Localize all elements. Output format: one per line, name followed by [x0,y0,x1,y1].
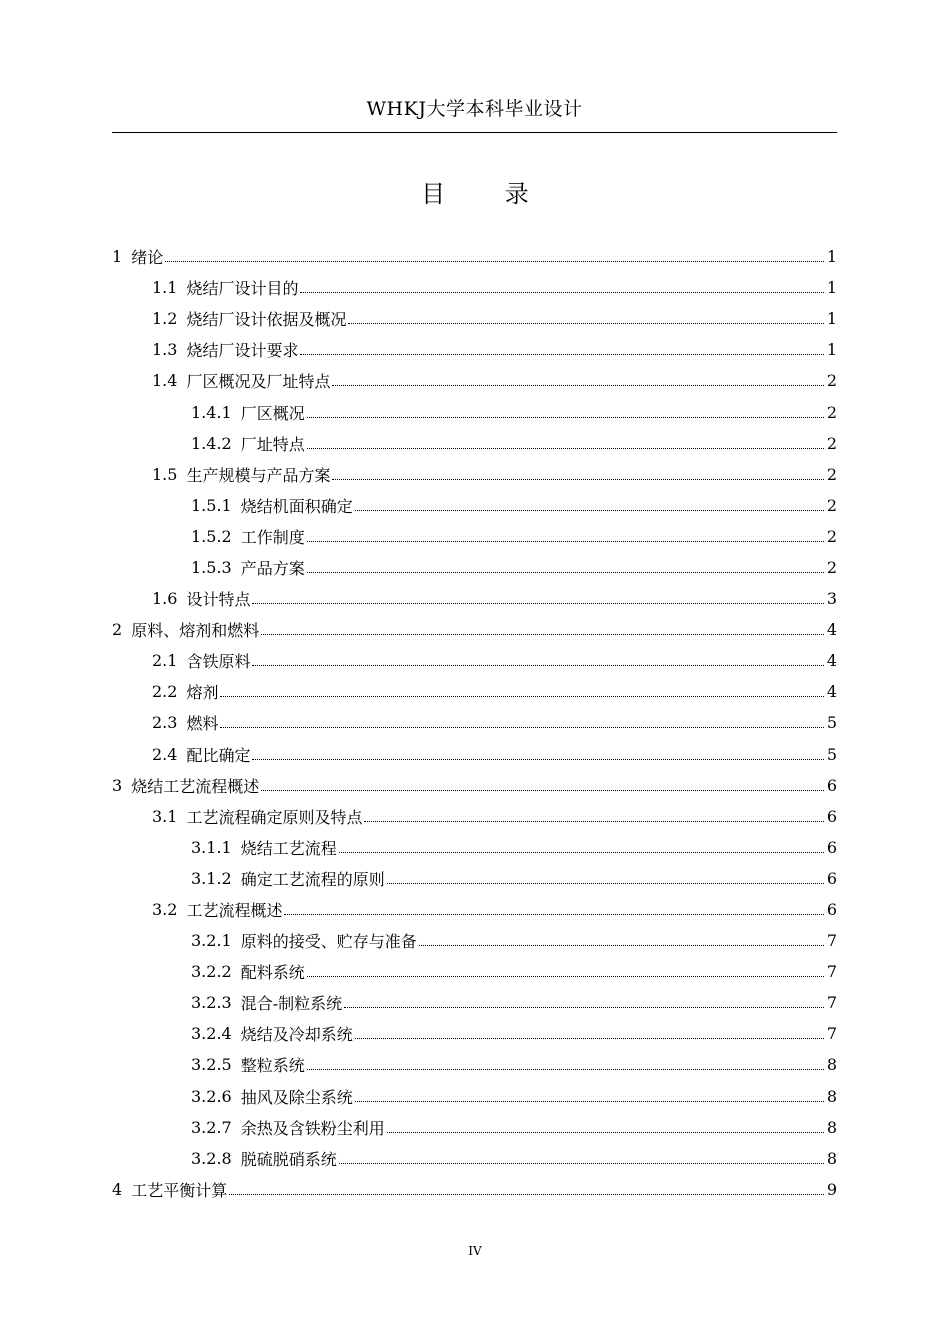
toc-dot-leader [387,1132,824,1133]
toc-entry-title: 生产规模与产品方案 [186,465,331,485]
toc-entry-title: 绪论 [131,248,164,268]
toc-entry-number: 2.3 [152,713,178,733]
toc-entry-page: 2 [826,371,837,391]
toc-entry-page: 6 [826,806,837,826]
toc-entry-page: 2 [826,433,837,453]
toc-entry-page: 8 [826,1148,837,1168]
toc-entry-page: 6 [826,868,837,888]
toc-entry[interactable] [112,552,837,583]
toc-dot-leader [355,1038,824,1039]
toc-entry-page: 4 [826,651,837,671]
toc-entry-number: 2 [112,620,123,640]
toc-entry-title: 烧结及冷却系统 [240,1025,353,1045]
toc-entry-number: 3.1.2 [191,868,232,888]
toc-entry-page: 3 [826,589,837,609]
toc-dot-leader [364,821,823,822]
toc-entry[interactable] [112,272,837,303]
toc-dot-leader [300,354,823,355]
toc-title: 目 录 [421,180,555,208]
toc-entry-page: 8 [826,1117,837,1137]
toc-entry-number: 1.4 [152,371,178,391]
toc-dot-leader [344,1007,824,1008]
toc-entry-title: 厂区概况 [240,403,305,423]
toc-entry-title: 熔剂 [186,683,219,703]
toc-entry[interactable] [112,614,837,645]
toc-entry-number: 3.2.6 [191,1086,232,1106]
toc-dot-leader [419,945,824,946]
toc-entry[interactable] [112,365,837,396]
toc-entry-title: 烧结厂设计要求 [186,341,299,361]
toc-dot-leader [355,510,824,511]
toc-entry[interactable] [112,1081,837,1112]
toc-entry-number: 3.2.8 [191,1148,232,1168]
toc-entry-title: 配料系统 [240,963,305,983]
toc-entry-number: 3.2.4 [191,1024,232,1044]
toc-entry-title: 厂区概况及厂址特点 [186,372,331,392]
toc-entry-number: 1.4.2 [191,433,232,453]
toc-dot-leader [332,385,823,386]
toc-entry-number: 1.5.3 [191,557,232,577]
toc-entry-page: 7 [826,993,837,1013]
toc-entry-title: 原料、熔剂和燃料 [131,621,260,641]
toc-dot-leader [252,603,823,604]
toc-dot-leader [165,261,824,262]
toc-entry[interactable] [112,956,837,987]
toc-entry[interactable] [112,1018,837,1049]
toc-entry[interactable] [112,334,837,365]
toc-entry-number: 1.3 [152,340,178,360]
toc-entry[interactable] [112,241,837,272]
toc-dot-leader [339,852,824,853]
toc-entry-number: 1.5.2 [191,526,232,546]
toc-dot-leader [229,1194,824,1195]
toc-entry-title: 整粒系统 [240,1056,305,1076]
toc-dot-leader [252,665,823,666]
toc-entry-page: 1 [826,247,837,267]
toc-dot-leader [339,1163,824,1164]
toc-entry[interactable] [112,894,837,925]
toc-entry-number: 2.4 [152,744,178,764]
toc-entry-page: 1 [826,309,837,329]
toc-entry[interactable] [112,428,837,459]
toc-entry[interactable] [112,770,837,801]
toc-entry-page: 4 [826,620,837,640]
toc-entry-page: 5 [826,744,837,764]
toc-entry-title: 燃料 [186,714,219,734]
toc-dot-leader [348,323,823,324]
toc-entry-number: 1.1 [152,278,178,298]
toc-entry-number: 1.5 [152,464,178,484]
toc-entry[interactable] [112,1049,837,1080]
toc-dot-leader [220,696,823,697]
toc-entry-title: 原料的接受、贮存与准备 [240,932,417,952]
toc-entry-number: 3.2.7 [191,1117,232,1137]
toc-entry-number: 2.1 [152,651,178,671]
toc-entry-title: 烧结厂设计依据及概况 [186,310,347,330]
toc-entry-number: 3.2.2 [191,962,232,982]
toc-entry-number: 2.2 [152,682,178,702]
toc-entry-number: 1.2 [152,309,178,329]
toc-dot-leader [307,448,824,449]
toc-entry-number: 3.2.3 [191,993,232,1013]
toc-entry[interactable] [112,459,837,490]
toc-entry-number: 3.2 [152,900,178,920]
toc-entry[interactable] [112,583,837,614]
toc-entry-title: 烧结厂设计目的 [186,279,299,299]
header-divider [112,132,837,133]
toc-entry[interactable] [112,1112,837,1143]
toc-entry[interactable] [112,396,837,427]
toc-entry-title: 产品方案 [240,558,305,578]
toc-entry-title: 余热及含铁粉尘利用 [240,1118,385,1138]
page-header: WHKJ大学本科毕业设计 [366,98,583,120]
toc-entry-page: 2 [826,464,837,484]
toc-entry-title: 脱硫脱硝系统 [240,1149,337,1169]
toc-entry[interactable] [112,925,837,956]
toc-entry-title: 设计特点 [186,590,251,610]
toc-entry-page: 9 [826,1179,837,1199]
toc-entry[interactable] [112,303,837,334]
toc-entry-page: 2 [826,557,837,577]
toc-dot-leader [261,634,824,635]
toc-entry-page: 5 [826,713,837,733]
toc-entry-number: 3.1.1 [191,837,232,857]
toc-entry-page: 8 [826,1086,837,1106]
toc-entry-title: 工艺流程确定原则及特点 [186,807,363,827]
toc-entry-page: 2 [826,526,837,546]
toc-entry-page: 7 [826,1024,837,1044]
toc-entry-title: 工艺平衡计算 [131,1180,228,1200]
toc-entry-page: 2 [826,402,837,422]
toc-dot-leader [332,479,823,480]
toc-entry-page: 1 [826,340,837,360]
toc-entry[interactable] [112,801,837,832]
toc-entry-number: 3 [112,775,123,795]
toc-entry-number: 3.1 [152,806,178,826]
toc-dot-leader [252,759,823,760]
toc-entry-page: 8 [826,1055,837,1075]
page-number: IV [468,1244,482,1258]
toc-entry-number: 3.2.1 [191,931,232,951]
toc-dot-leader [307,976,824,977]
toc-entry-title: 厂址特点 [240,434,305,454]
toc-entry[interactable] [112,645,837,676]
toc-entry-number: 3.2.5 [191,1055,232,1075]
toc-entry-page: 6 [826,837,837,857]
toc-entry-title: 确定工艺流程的原则 [240,869,385,889]
toc-dot-leader [307,417,824,418]
toc-entry-title: 烧结工艺流程概述 [131,776,260,796]
toc-entry[interactable] [112,521,837,552]
toc-dot-leader [307,541,824,542]
toc-entry-title: 工艺流程概述 [186,901,283,921]
toc-entry-number: 1 [112,247,123,267]
table-of-contents [112,241,837,1205]
toc-entry[interactable] [112,490,837,521]
toc-dot-leader [355,1101,824,1102]
toc-entry-page: 2 [826,495,837,515]
toc-entry-title: 混合-制粒系统 [240,994,343,1014]
toc-dot-leader [284,914,823,915]
toc-entry-title: 配比确定 [186,745,251,765]
toc-entry-number: 1.5.1 [191,495,232,515]
toc-entry-page: 1 [826,278,837,298]
toc-dot-leader [307,1069,824,1070]
toc-dot-leader [387,883,824,884]
toc-entry-page: 6 [826,900,837,920]
toc-dot-leader [220,727,823,728]
toc-entry[interactable] [112,863,837,894]
toc-entry-title: 工作制度 [240,527,305,547]
toc-entry[interactable] [112,987,837,1018]
toc-entry-title: 烧结工艺流程 [240,838,337,858]
toc-entry-page: 6 [826,775,837,795]
toc-entry-page: 4 [826,682,837,702]
toc-entry-title: 抽风及除尘系统 [240,1087,353,1107]
toc-entry-number: 4 [112,1179,123,1199]
toc-entry-number: 1.4.1 [191,402,232,422]
toc-dot-leader [261,790,824,791]
toc-dot-leader [307,572,824,573]
toc-entry[interactable] [112,676,837,707]
toc-entry-page: 7 [826,962,837,982]
toc-entry-title: 烧结机面积确定 [240,496,353,516]
toc-entry-title: 含铁原料 [186,652,251,672]
toc-entry[interactable] [112,1174,837,1205]
toc-entry-page: 7 [826,931,837,951]
toc-entry[interactable] [112,832,837,863]
toc-dot-leader [300,292,823,293]
toc-entry[interactable] [112,1143,837,1174]
toc-entry[interactable] [112,707,837,738]
toc-entry-number: 1.6 [152,589,178,609]
toc-entry[interactable] [112,739,837,770]
